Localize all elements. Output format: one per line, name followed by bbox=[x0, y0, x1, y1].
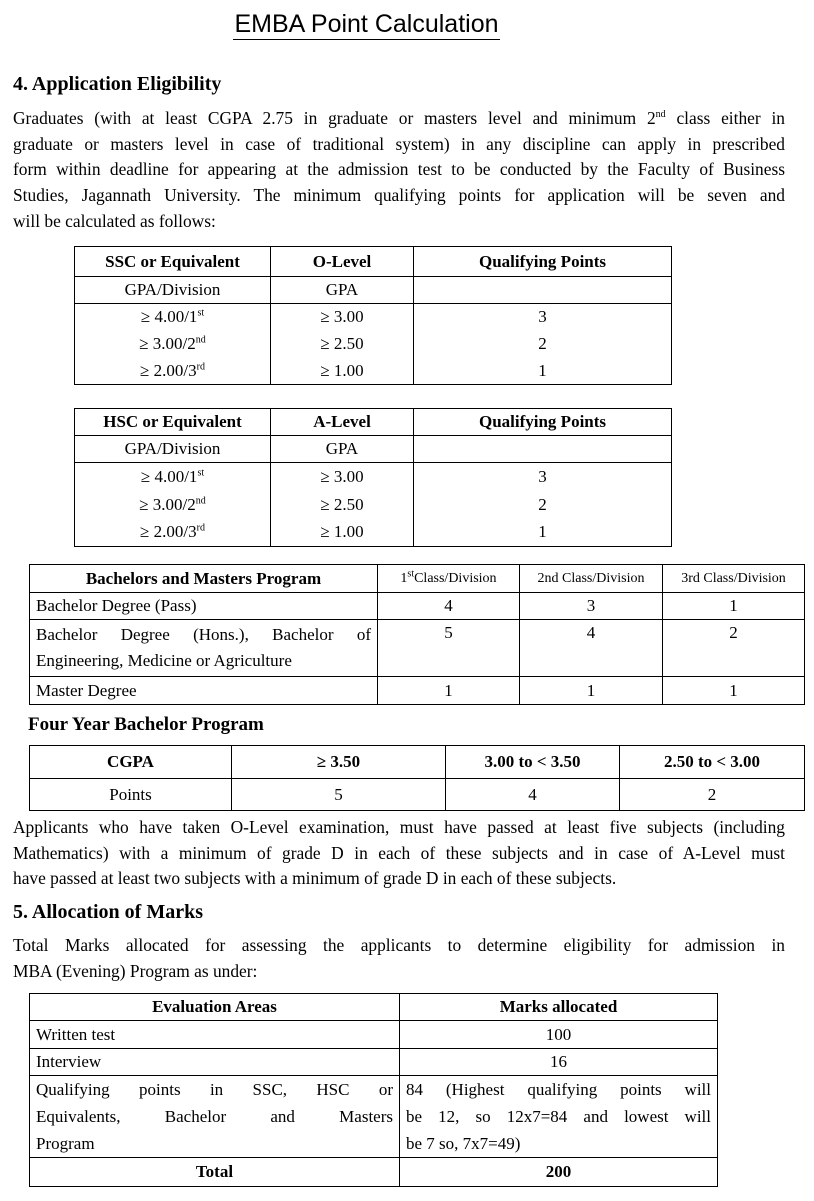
four-year-heading: Four Year Bachelor Program bbox=[28, 714, 264, 735]
program-name: Bachelor Degree (Hons.), Bachelor of Engineering, Medicine or Agriculture bbox=[30, 620, 378, 677]
olevel-gpa-cell: ≥ 2.50 bbox=[271, 331, 414, 358]
ssc-gpa-cell: ≥ 4.00/1st bbox=[75, 304, 271, 331]
hsc-gpa-cell: ≥ 4.00/1st bbox=[75, 463, 271, 491]
cgpa-range: ≥ 3.50 bbox=[232, 746, 446, 779]
olevel-gpa-cell: ≥ 1.00 bbox=[271, 358, 414, 385]
program-name: Bachelor Degree (Pass) bbox=[30, 593, 378, 620]
marks-paragraph bbox=[13, 933, 785, 984]
points-cell: 3 bbox=[414, 463, 672, 491]
hsc-header: HSC or Equivalent bbox=[75, 409, 271, 436]
second-class-value: 1 bbox=[520, 677, 663, 705]
alevel-header: A-Level bbox=[271, 409, 414, 436]
paragraph-line: MBA (Evening) Program as under: bbox=[13, 960, 258, 981]
paragraph-line: will be calculated as follows: bbox=[13, 210, 216, 231]
gpa-division-subheader: GPA/Division bbox=[75, 436, 271, 463]
program-header: Bachelors and Masters Program bbox=[30, 565, 378, 593]
marks-table bbox=[29, 993, 718, 1187]
eligibility-paragraph bbox=[13, 106, 785, 235]
bachelors-masters-table bbox=[29, 564, 805, 705]
third-class-value: 2 bbox=[663, 620, 805, 677]
paragraph-line: have passed at least two subjects with a minimum of grade D in each of these subjects. bbox=[13, 868, 617, 889]
qualifying-points-header: Qualifying Points bbox=[414, 409, 672, 436]
evaluation-area: Qualifying points in SSC, HSC or Equivalents, Bachelor and Masters Program bbox=[30, 1076, 400, 1158]
paragraph-line: Applicants who have taken O-Level examination, must have passed at least five subjects (including bbox=[13, 817, 785, 837]
empty-cell bbox=[414, 436, 672, 463]
qualifying-points-header: Qualifying Points bbox=[414, 247, 672, 277]
second-class-header: 2nd Class/Division bbox=[520, 565, 663, 593]
points-label: Points bbox=[30, 779, 232, 811]
gpa-subheader: GPA bbox=[271, 436, 414, 463]
section-4-heading: 4. Application Eligibility bbox=[13, 73, 222, 95]
points-value: 2 bbox=[620, 779, 805, 811]
third-class-value: 1 bbox=[663, 677, 805, 705]
alevel-gpa-cell: ≥ 1.00 bbox=[271, 519, 414, 547]
gpa-division-subheader: GPA/Division bbox=[75, 277, 271, 304]
total-value: 200 bbox=[400, 1158, 718, 1187]
program-name: Master Degree bbox=[30, 677, 378, 705]
four-year-table bbox=[29, 745, 805, 811]
first-class-value: 5 bbox=[378, 620, 520, 677]
ssc-gpa-cell: ≥ 2.00/3rd bbox=[75, 358, 271, 385]
ssc-header: SSC or Equivalent bbox=[75, 247, 271, 277]
evaluation-areas-header: Evaluation Areas bbox=[30, 994, 400, 1021]
evaluation-area: Interview bbox=[30, 1049, 400, 1076]
paragraph-line: Studies, Jagannath University. The minimum qualifying points for application will be seven and bbox=[13, 185, 785, 206]
page-title: EMBA Point Calculation bbox=[234, 10, 499, 38]
ssc-table bbox=[74, 246, 672, 385]
points-cell: 3 bbox=[414, 304, 672, 331]
third-class-value: 1 bbox=[663, 593, 805, 620]
olevel-header: O-Level bbox=[271, 247, 414, 277]
paragraph-line: Mathematics) with a minimum of grade D in each of these subjects and in case of A-Level must bbox=[13, 842, 785, 863]
paragraph-line: Graduates (with at least CGPA 2.75 in graduate or masters level and minimum 2nd class either in bbox=[13, 108, 785, 128]
second-class-value: 3 bbox=[520, 593, 663, 620]
first-class-header: 1stClass/Division bbox=[378, 565, 520, 593]
hsc-table bbox=[74, 408, 672, 547]
points-value: 4 bbox=[446, 779, 620, 811]
ssc-gpa-cell: ≥ 3.00/2nd bbox=[75, 331, 271, 358]
alevel-gpa-cell: ≥ 2.50 bbox=[271, 491, 414, 519]
paragraph-line: form within deadline for appearing at the admission test to be conducted by the Faculty of Business bbox=[13, 159, 785, 180]
empty-cell bbox=[414, 277, 672, 304]
marks-value: 100 bbox=[400, 1021, 718, 1049]
marks-value: 84 (Highest qualifying points will be 12, so 12x7=84 and lowest will be 7 so, 7x7=49) bbox=[400, 1076, 718, 1158]
marks-value: 16 bbox=[400, 1049, 718, 1076]
points-cell: 1 bbox=[414, 519, 672, 547]
second-class-value: 4 bbox=[520, 620, 663, 677]
hsc-gpa-cell: ≥ 3.00/2nd bbox=[75, 491, 271, 519]
hsc-gpa-cell: ≥ 2.00/3rd bbox=[75, 519, 271, 547]
olevel-gpa-cell: ≥ 3.00 bbox=[271, 304, 414, 331]
olevel-note bbox=[13, 815, 785, 892]
section-5-heading: 5. Allocation of Marks bbox=[13, 901, 203, 923]
points-cell: 2 bbox=[414, 331, 672, 358]
third-class-header: 3rd Class/Division bbox=[663, 565, 805, 593]
first-class-value: 4 bbox=[378, 593, 520, 620]
points-value: 5 bbox=[232, 779, 446, 811]
cgpa-range: 3.00 to < 3.50 bbox=[446, 746, 620, 779]
points-cell: 1 bbox=[414, 358, 672, 385]
cgpa-range: 2.50 to < 3.00 bbox=[620, 746, 805, 779]
evaluation-area: Written test bbox=[30, 1021, 400, 1049]
alevel-gpa-cell: ≥ 3.00 bbox=[271, 463, 414, 491]
cgpa-label: CGPA bbox=[30, 746, 232, 779]
marks-allocated-header: Marks allocated bbox=[400, 994, 718, 1021]
paragraph-line: graduate or masters level in case of traditional system) in any discipline can apply in prescribed bbox=[13, 133, 785, 154]
paragraph-line: Total Marks allocated for assessing the applicants to determine eligibility for admission in bbox=[13, 935, 785, 955]
gpa-subheader: GPA bbox=[271, 277, 414, 304]
points-cell: 2 bbox=[414, 491, 672, 519]
first-class-value: 1 bbox=[378, 677, 520, 705]
total-label: Total bbox=[30, 1158, 400, 1187]
